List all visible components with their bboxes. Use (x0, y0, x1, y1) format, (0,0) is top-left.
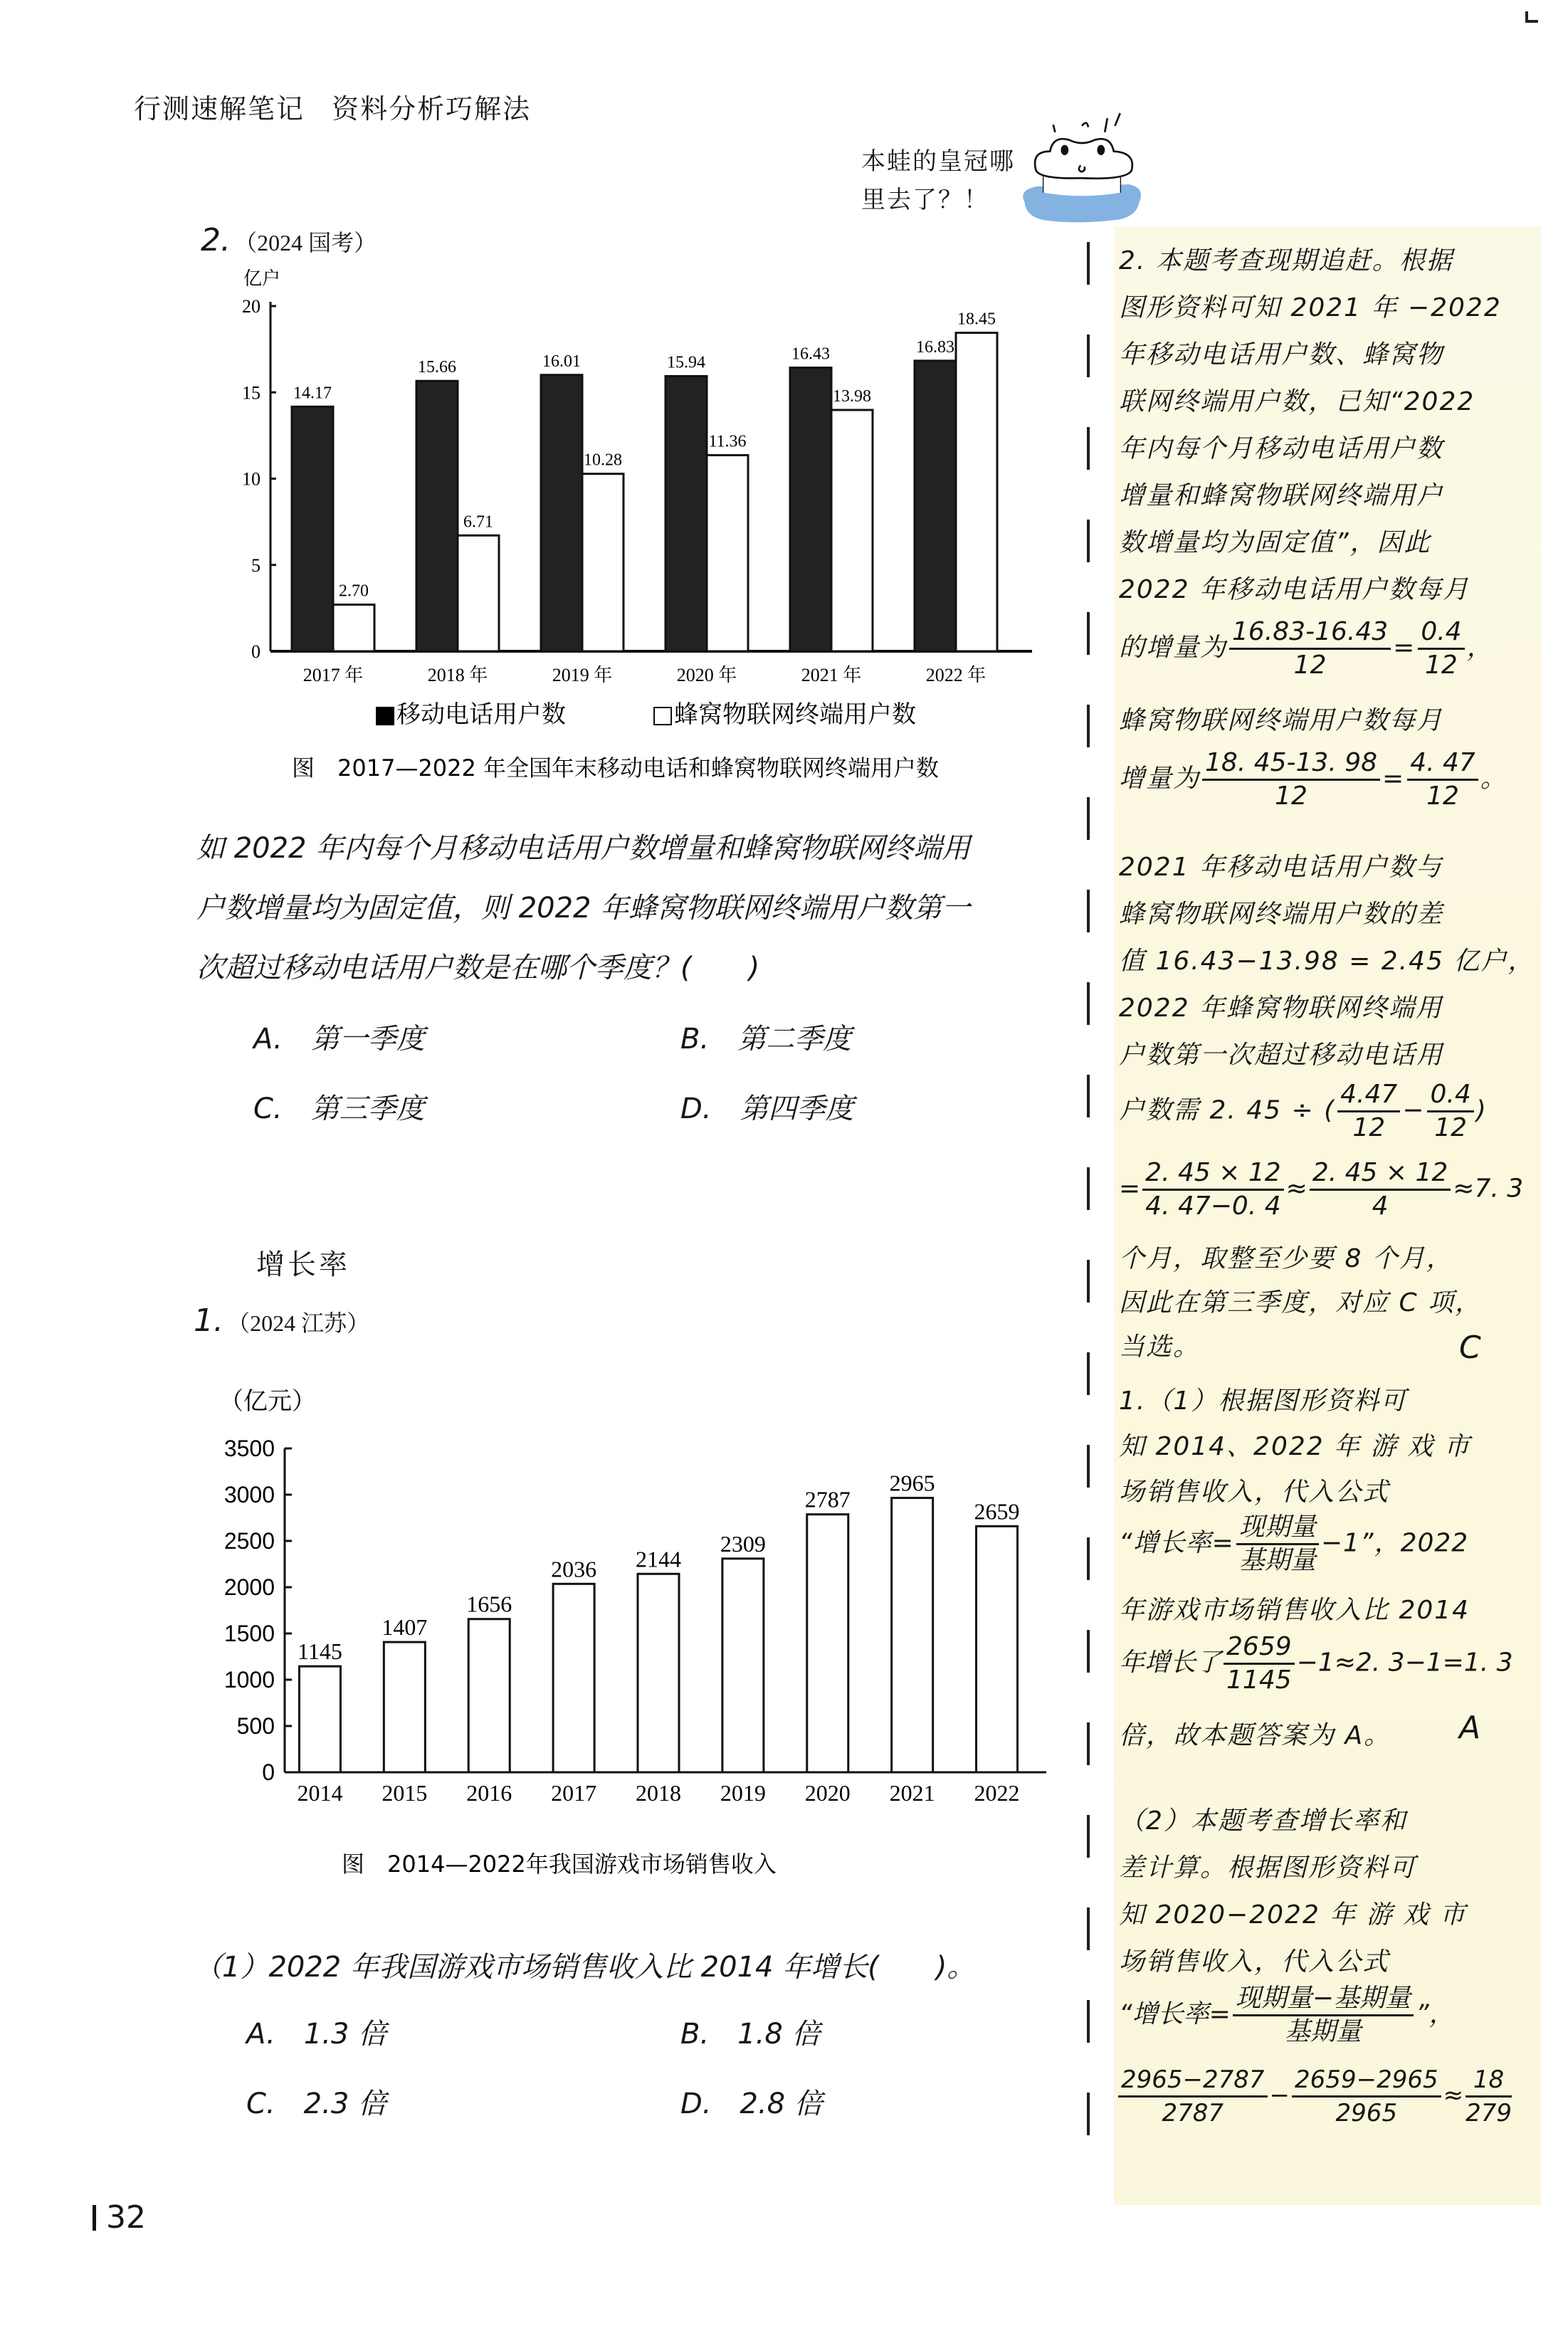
note-line: 年内每个月移动电话用户数 (1119, 434, 1444, 463)
option-text: 第二季度 (737, 1023, 852, 1056)
note-line: 知 2014、2022 年 游 戏 市 (1119, 1432, 1471, 1461)
option-text: 1.8 倍 (737, 2018, 821, 2051)
answer-mark: A (1459, 1710, 1481, 1746)
question-text-line: 如 2022 年内每个月移动电话用户数增量和蜂窝物联网终端用 (196, 832, 971, 865)
chart-title: 图 2014—2022年我国游戏市场销售收入 (342, 1851, 777, 1878)
doodle-speech-line: 本蛙的皇冠哪 (861, 147, 1015, 176)
y-tick-label: 3500 (223, 1436, 275, 1461)
data-label: 15.94 (667, 353, 705, 372)
x-tick-label: 2021 年 (801, 665, 862, 685)
option-label: C. (253, 1093, 283, 1125)
option-text: 2.8 倍 (740, 2088, 823, 2120)
bar-mobile (292, 406, 333, 651)
numerator: 4.47 (1337, 1079, 1400, 1112)
bar (468, 1619, 510, 1772)
margin-tick (1087, 1075, 1090, 1117)
option-d[interactable] (680, 2081, 823, 2122)
x-tick-label: 2017 (551, 1780, 597, 1806)
margin-tick (1087, 2093, 1090, 2135)
note-line: 户数第一次超过移动电话用 (1119, 1041, 1444, 1070)
question-text-line: 次超过移动电话用户数是在哪个季度？( ) (196, 952, 760, 984)
denominator: 2965 (1335, 2099, 1398, 2127)
note-line: 差计算。根据图形资料可 (1119, 1853, 1417, 1883)
note-line: 当选。 (1119, 1332, 1201, 1362)
note-line: 倍，故本题答案为 A。 (1119, 1721, 1391, 1750)
option-text: 第一季度 (310, 1023, 425, 1056)
margin-tick (1087, 1907, 1090, 1950)
fraction (1310, 1157, 1451, 1222)
bar (638, 1574, 679, 1772)
denominator: 12 (1352, 1113, 1386, 1142)
chart-game-market-revenue (199, 1374, 1068, 1886)
note-formula-line (1119, 616, 1539, 681)
note-text: −1”，2022 (1320, 1528, 1469, 1558)
numerator: 16.83-16.43 (1229, 616, 1391, 650)
denominator: 12 (1293, 651, 1327, 680)
margin-tick (1087, 1630, 1090, 1673)
note-line: 知 2020−2022 年 游 戏 市 (1119, 1900, 1467, 1930)
margin-tick (1087, 242, 1090, 285)
answer-mark: C (1459, 1330, 1481, 1366)
note-formula-line (1119, 747, 1539, 812)
question-source: （2024 国考） (234, 230, 377, 256)
bar-iot (333, 605, 374, 651)
option-label: B. (680, 1023, 710, 1056)
fraction (1337, 1079, 1400, 1144)
note-line: 2. 本题考查现期追赶。根据 (1119, 246, 1453, 275)
note-text: “增长率= (1119, 1528, 1234, 1558)
denominator: 12 (1425, 651, 1458, 680)
fraction (1427, 1079, 1473, 1144)
y-tick-label: 0 (251, 641, 261, 662)
legend-item-iot: □蜂窝物联网终端用户数 (651, 700, 917, 729)
note-text: 增量为 (1119, 764, 1201, 794)
note-line: 蜂窝物联网终端用户数的差 (1119, 900, 1444, 929)
data-label: 1407 (382, 1614, 428, 1641)
bar-iot (831, 410, 873, 651)
x-tick-label: 2017 年 (302, 665, 364, 685)
x-tick-label: 2022 (974, 1780, 1020, 1806)
y-tick-label: 1500 (223, 1621, 275, 1646)
option-b[interactable] (680, 1016, 851, 1057)
option-label: B. (680, 2018, 710, 2051)
denominator: 4. 47−0. 4 (1145, 1191, 1281, 1221)
bar (384, 1642, 425, 1772)
note-line: 值 16.43−13.98 = 2.45 亿户， (1119, 947, 1535, 976)
denominator: 12 (1275, 782, 1307, 811)
bar-iot (707, 456, 748, 651)
note-formula-line (1119, 1157, 1539, 1222)
option-label: D. (680, 2088, 712, 2120)
bar (977, 1526, 1018, 1772)
y-tick-label: 5 (251, 554, 261, 576)
fraction (1292, 2064, 1441, 2129)
numerator: 4. 47 (1407, 747, 1478, 781)
question-number: 2. (201, 222, 231, 258)
option-b[interactable] (680, 2011, 820, 2052)
fraction (1466, 2064, 1512, 2129)
bar (722, 1559, 764, 1772)
option-c[interactable] (246, 2081, 386, 2122)
book-title: 行测速解笔记 (134, 93, 305, 125)
denominator: 12 (1434, 1113, 1467, 1142)
corner-mark (1525, 11, 1538, 23)
data-label: 1145 (298, 1638, 342, 1665)
note-text: ， (1466, 633, 1494, 663)
data-label: 10.28 (584, 451, 622, 470)
note-line: 年移动电话用户数、蜂窝物 (1119, 340, 1444, 369)
numerator: 现期量 (1236, 1512, 1319, 1545)
margin-tick (1087, 520, 1090, 562)
question-header (201, 222, 377, 258)
x-tick-label: 2018 年 (427, 665, 488, 685)
fraction (1407, 747, 1478, 812)
note-line: 数增量均为固定值”，因此 (1119, 528, 1431, 557)
note-line: 2022 年蜂窝物联网终端用 (1119, 994, 1443, 1023)
fraction (1202, 747, 1380, 812)
note-formula-line (1119, 1079, 1539, 1144)
note-formula-line (1119, 1983, 1539, 2048)
margin-tick (1087, 335, 1090, 377)
data-label: 11.36 (708, 432, 747, 451)
data-label: 16.01 (542, 352, 581, 371)
question-header (194, 1303, 369, 1339)
data-label: 2787 (804, 1486, 851, 1512)
numerator: 2. 45 × 12 (1310, 1157, 1451, 1191)
section-title: 增长率 (256, 1248, 350, 1281)
bar-mobile (790, 368, 831, 651)
x-tick-label: 2019 年 (552, 665, 613, 685)
note-text: − (1269, 2081, 1290, 2110)
denominator: 基期量 (1238, 1546, 1316, 1575)
margin-tick (1087, 1815, 1090, 1858)
y-tick-label: 3000 (223, 1482, 275, 1507)
note-text: 。 (1480, 764, 1508, 794)
numerator: 现期量−基期量 (1233, 1983, 1414, 2016)
margin-tick (1087, 1537, 1090, 1580)
y-tick-label: 20 (242, 296, 261, 317)
note-text: ≈ (1443, 2081, 1464, 2110)
fraction (1233, 1983, 1414, 2048)
note-line: 个月，取整至少要 8 个月， (1119, 1244, 1453, 1273)
denominator: 12 (1426, 782, 1459, 811)
numerator: 2965−2787 (1118, 2064, 1268, 2098)
option-a[interactable] (246, 2011, 386, 2052)
data-label: 18.45 (957, 310, 996, 329)
bar (892, 1498, 933, 1772)
note-line: 增量和蜂窝物联网终端用户 (1119, 481, 1444, 510)
y-axis-label: （亿元） (219, 1387, 316, 1416)
x-tick-label: 2020 (804, 1780, 851, 1806)
data-label: 2144 (636, 1546, 681, 1572)
margin-tick (1087, 797, 1090, 840)
question-source: （2024 江苏） (227, 1310, 370, 1336)
margin-tick (1087, 982, 1090, 1025)
bar (299, 1666, 340, 1772)
x-tick-label: 2016 (466, 1780, 512, 1806)
denominator: 基期量 (1284, 2017, 1362, 2046)
option-label: A. (253, 1023, 283, 1056)
question-text (196, 819, 970, 998)
question-number: 1. (194, 1303, 223, 1339)
note-line: 蜂窝物联网终端用户数每月 (1119, 706, 1444, 735)
numerator: 18. 45-13. 98 (1202, 747, 1380, 781)
doodle-speech (861, 142, 1015, 219)
chart-title: 图 2017—2022 年全国年末移动电话和蜂窝物联网终端用户数 (292, 754, 940, 782)
x-tick-label: 2015 (382, 1780, 428, 1806)
note-text: − (1402, 1095, 1426, 1125)
margin-tick (1087, 612, 1090, 655)
note-line: 场销售收入，代入公式 (1119, 1947, 1390, 1977)
data-label: 2.70 (339, 582, 369, 601)
x-tick-label: 2019 (720, 1780, 766, 1806)
margin-tick (1087, 705, 1090, 747)
y-tick-label: 10 (242, 468, 261, 490)
data-label: 2965 (889, 1470, 935, 1496)
question-text: （1）2022 年我国游戏市场销售收入比 2014 年增长( )。 (194, 1951, 976, 1984)
bar (807, 1515, 848, 1772)
note-line: 1.（1）根据图形资料可 (1119, 1386, 1408, 1416)
note-text: 户数需 2. 45 ÷ ( (1119, 1095, 1336, 1125)
y-tick-label: 2000 (223, 1574, 275, 1600)
x-tick-label: 2021 (889, 1780, 935, 1806)
note-line: 年游戏市场销售收入比 2014 (1119, 1596, 1470, 1625)
numerator: 2659−2965 (1292, 2064, 1441, 2098)
note-text: ”， (1416, 1999, 1455, 2029)
note-line: 因此在第三季度，对应 C 项， (1119, 1288, 1483, 1317)
y-tick-label: 15 (242, 382, 261, 404)
note-text: 的增量为 (1119, 633, 1228, 663)
note-line: 2021 年移动电话用户数与 (1119, 853, 1443, 882)
margin-tick (1087, 1722, 1090, 1765)
note-line: 场销售收入，代入公式 (1119, 1478, 1390, 1507)
fraction (1418, 616, 1464, 681)
note-text: “增长率= (1119, 1999, 1231, 2029)
bar-iot (458, 535, 499, 651)
page-number (93, 2199, 146, 2236)
fraction (1224, 1631, 1295, 1696)
note-text: ≈7. 3 (1453, 1174, 1524, 1204)
chart-mobile-iot-users (214, 263, 1053, 790)
data-label: 13.98 (833, 386, 871, 406)
y-tick-label: 0 (262, 1759, 275, 1785)
bar (553, 1584, 594, 1772)
option-text: 1.3 倍 (303, 2018, 387, 2051)
data-label: 2309 (720, 1530, 766, 1557)
option-label: D. (680, 1093, 712, 1125)
doodle-speech-line: 里去了？！ (861, 186, 989, 214)
option-text: 第四季度 (740, 1093, 854, 1125)
denominator: 4 (1372, 1191, 1389, 1221)
data-label: 2659 (974, 1498, 1020, 1525)
note-line: 图形资料可知 2021 年 −2022 (1119, 293, 1502, 322)
note-text: −1≈2. 3−1=1. 3 (1296, 1648, 1513, 1678)
data-label: 1656 (466, 1591, 512, 1617)
note-line: 联网终端用户数，已知“2022 (1119, 387, 1475, 416)
x-tick-label: 2018 (636, 1780, 681, 1806)
y-tick-label: 2500 (223, 1528, 275, 1554)
note-text: = (1382, 764, 1406, 794)
question-text-line: 户数增量均为固定值，则 2022 年蜂窝物联网终端用户数第一 (196, 892, 971, 925)
numerator: 0.4 (1418, 616, 1464, 650)
note-text: 年增长了 (1119, 1648, 1222, 1678)
margin-tick (1087, 1260, 1090, 1303)
margin-tick (1087, 1352, 1090, 1395)
data-label: 14.17 (293, 384, 332, 403)
note-text: = (1393, 633, 1416, 663)
denominator: 279 (1466, 2099, 1512, 2127)
y-tick-label: 500 (236, 1713, 275, 1739)
numerator: 0.4 (1427, 1079, 1473, 1112)
bar-mobile (665, 376, 707, 651)
fraction (1142, 1157, 1283, 1222)
note-formula-line (1119, 1512, 1539, 1577)
bar-mobile (541, 375, 582, 651)
numerator: 2659 (1224, 1631, 1295, 1665)
option-a[interactable] (253, 1016, 425, 1057)
data-label: 16.83 (916, 337, 954, 357)
option-label: A. (246, 2018, 275, 2051)
note-text: ) (1475, 1095, 1488, 1125)
numerator: 18 (1466, 2064, 1512, 2098)
bar-mobile (915, 361, 956, 651)
margin-tick (1087, 1445, 1090, 1488)
x-tick-label: 2020 年 (676, 665, 737, 685)
frog-doodle-icon (1018, 107, 1146, 228)
numerator: 2. 45 × 12 (1142, 1157, 1283, 1191)
legend-item-mobile: ■移动电话用户数 (374, 700, 567, 729)
option-d[interactable] (680, 1086, 854, 1127)
running-header (134, 87, 531, 126)
x-tick-label: 2022 年 (925, 665, 986, 685)
data-label: 16.43 (791, 344, 830, 364)
note-text: = (1119, 1174, 1141, 1204)
denominator: 1145 (1226, 1665, 1292, 1695)
data-label: 6.71 (463, 512, 493, 532)
note-text: ≈ (1285, 1174, 1307, 1204)
fraction (1236, 1512, 1319, 1577)
margin-tick (1087, 427, 1090, 470)
fraction (1229, 616, 1391, 681)
option-text: 2.3 倍 (303, 2088, 386, 2120)
data-label: 2036 (551, 1556, 597, 1582)
bar-mobile (416, 381, 458, 651)
chapter-title: 资料分析巧解法 (332, 93, 532, 125)
note-formula-line (1119, 1631, 1539, 1696)
y-tick-label: 1000 (223, 1667, 275, 1693)
note-formula-line (1116, 2064, 1536, 2129)
y-axis-label: 亿户 (243, 268, 281, 290)
x-tick-label: 2014 (297, 1780, 343, 1806)
page-number-text: 32 (106, 2199, 146, 2236)
data-label: 15.66 (418, 358, 456, 377)
margin-tick (1087, 2000, 1090, 2043)
margin-tick (1087, 1167, 1090, 1210)
option-label: C. (246, 2088, 275, 2120)
denominator: 2787 (1162, 2099, 1224, 2127)
bar-iot (582, 474, 623, 651)
fraction (1118, 2064, 1268, 2129)
margin-tick (1087, 890, 1090, 932)
note-line: （2）本题考查增长率和 (1119, 1806, 1407, 1836)
note-line: 2022 年移动电话用户数每月 (1119, 575, 1470, 604)
option-text: 第三季度 (310, 1093, 425, 1125)
bar-iot (956, 333, 997, 651)
option-c[interactable] (253, 1086, 425, 1127)
page-bar (93, 2205, 96, 2231)
